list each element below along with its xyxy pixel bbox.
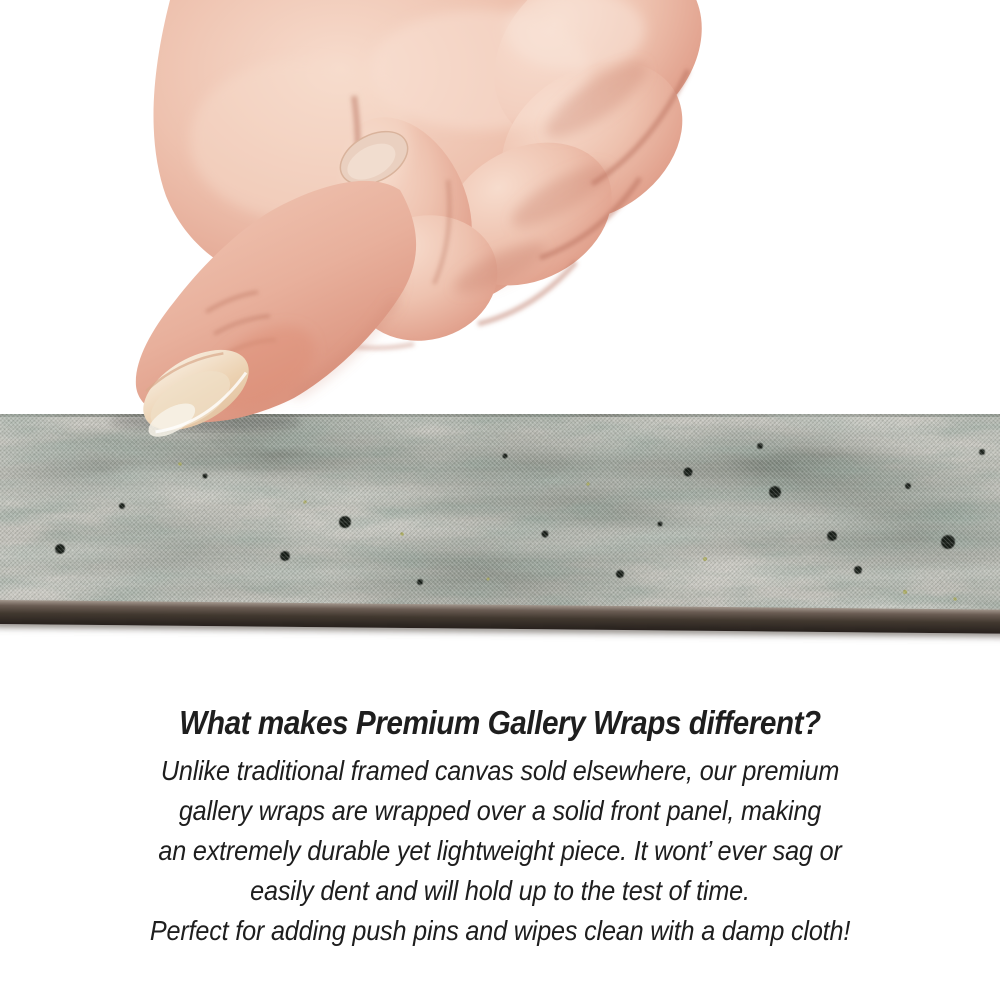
- caption: [50, 701, 950, 951]
- canvas-strip: [0, 414, 1000, 614]
- caption-line: Perfect for adding push pins and wipes clean with a damp cloth!: [149, 915, 851, 946]
- canvas-weave-overlay: [0, 414, 1000, 614]
- hand-photo: [0, 0, 1000, 440]
- caption-line: gallery wraps are wrapped over a solid front panel, making: [178, 795, 822, 826]
- caption-line: an extremely durable yet lightweight piece. It wont’ ever sag or: [158, 835, 842, 866]
- caption-line: Unlike traditional framed canvas sold elsewhere, our premium: [160, 755, 840, 786]
- caption-body: [50, 751, 950, 951]
- caption-line: easily dent and will hold up to the test of time.: [250, 875, 750, 906]
- caption-headline: What makes Premium Gallery Wraps different?: [179, 704, 821, 741]
